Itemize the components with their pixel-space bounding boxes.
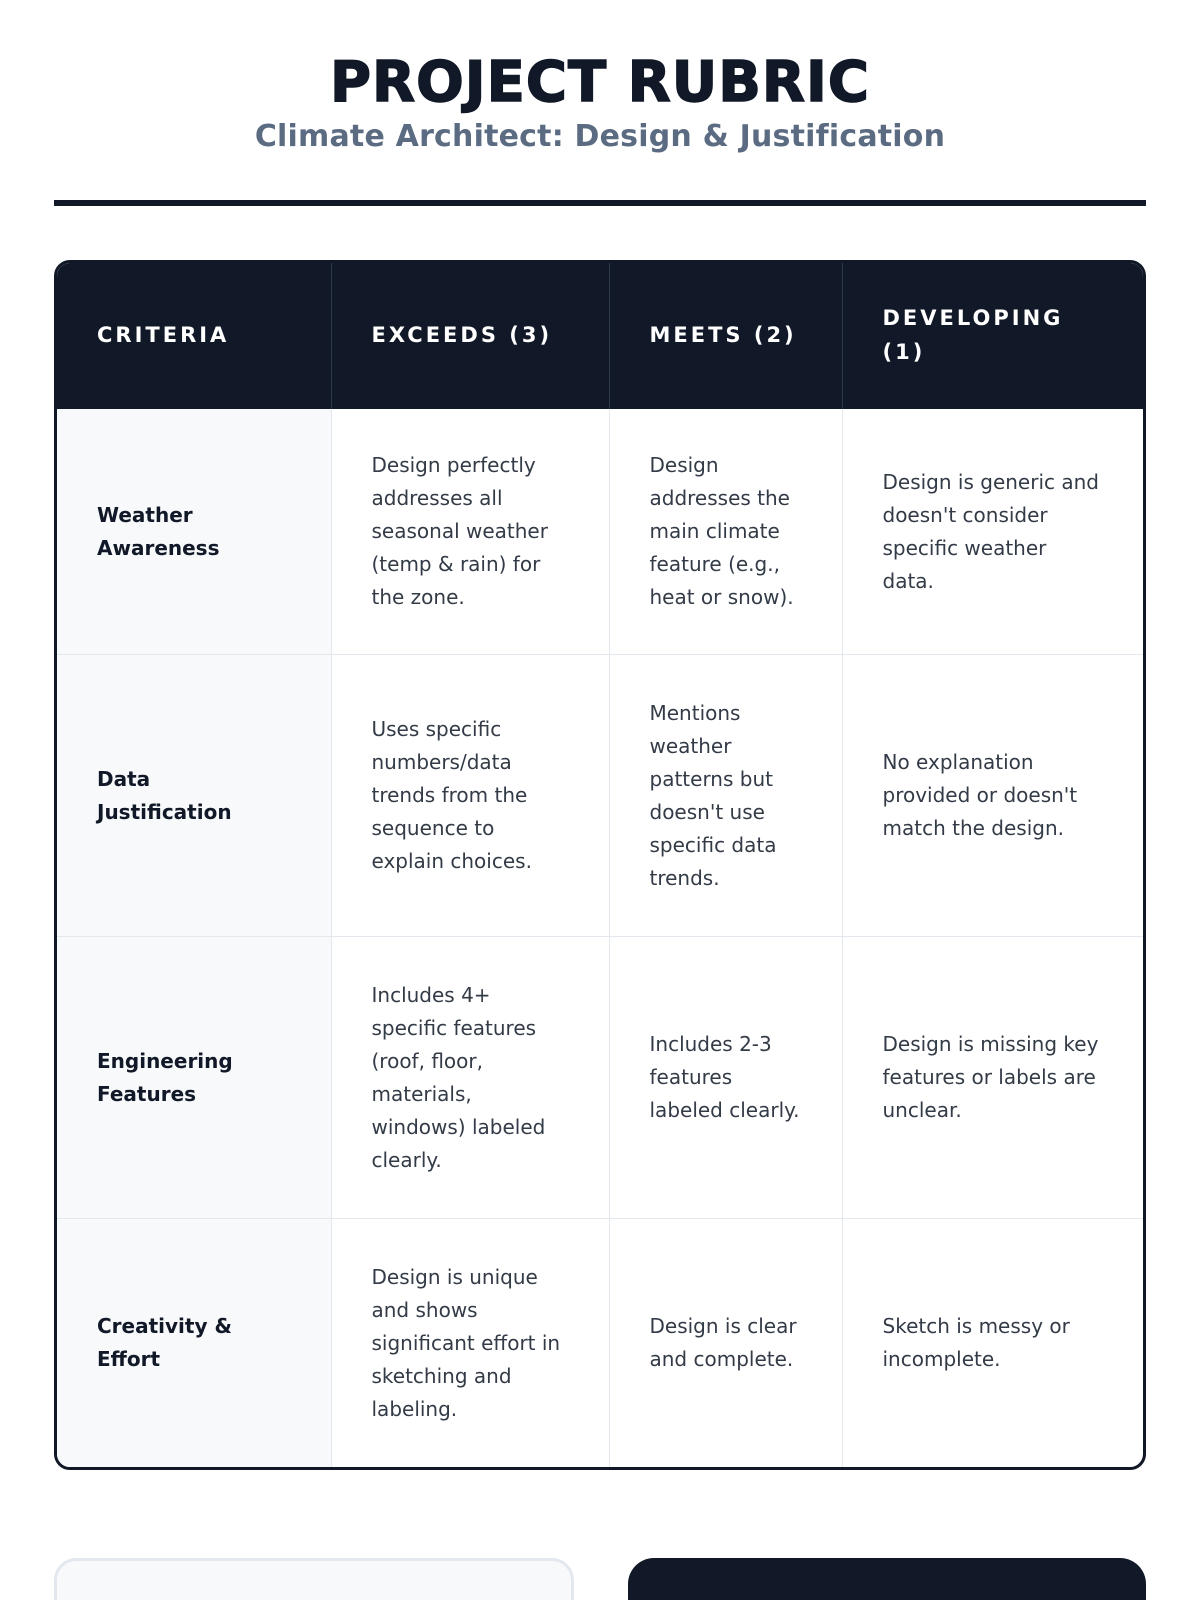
page-subtitle: Climate Architect: Design & Justification — [254, 118, 946, 154]
table-row — [57, 409, 1143, 655]
developing-cell: No explanation provided or doesn't match the design. — [842, 655, 1143, 937]
bottom-card-light — [54, 1558, 574, 1600]
meets-cell: Design is clear and complete. — [609, 1219, 842, 1467]
exceeds-cell: Uses specific numbers/data trends from the sequence to explain choices. — [331, 655, 609, 937]
page-header — [54, 0, 1146, 154]
criteria-cell: Data Justification — [57, 655, 331, 937]
column-header-exceeds: EXCEEDS (3) — [331, 263, 609, 409]
table-row — [57, 1219, 1143, 1467]
criteria-cell: Weather Awareness — [57, 409, 331, 655]
rubric-table — [57, 263, 1143, 1467]
bottom-card-dark — [628, 1558, 1146, 1600]
meets-cell: Design addresses the main climate feature (e.g., heat or snow). — [609, 409, 842, 655]
developing-cell: Sketch is messy or incomplete. — [882, 1314, 1070, 1372]
table-row — [57, 655, 1143, 937]
column-header-meets: MEETS (2) — [609, 263, 842, 409]
table-header-row — [57, 263, 1143, 409]
rubric-table-container — [54, 260, 1146, 1470]
developing-cell: Design is missing key features or labels are unclear. — [842, 937, 1143, 1219]
page-title: PROJECT RUBRIC — [330, 50, 870, 115]
meets-cell: Mentions weather patterns but doesn't use specific data trends. — [609, 655, 842, 937]
meets-cell: Includes 2-3 features labeled clearly. — [609, 937, 842, 1219]
header-divider — [54, 200, 1146, 206]
column-header-developing: DEVELOPING (1) — [842, 263, 1143, 409]
exceeds-cell: Includes 4+ specific features (roof, floor, materials, windows) labeled clearly. — [331, 937, 609, 1219]
criteria-cell: Engineering Features — [57, 937, 331, 1219]
criteria-cell: Creativity & Effort — [57, 1219, 331, 1467]
exceeds-cell: Design perfectly addresses all seasonal weather (temp & rain) for the zone. — [331, 409, 609, 655]
exceeds-cell: Design is unique and shows significant effort in sketching and labeling. — [331, 1219, 609, 1467]
table-row — [57, 937, 1143, 1219]
column-header-criteria: CRITERIA — [57, 263, 331, 409]
developing-cell: Design is generic and doesn't consider specific weather data. — [842, 409, 1143, 655]
